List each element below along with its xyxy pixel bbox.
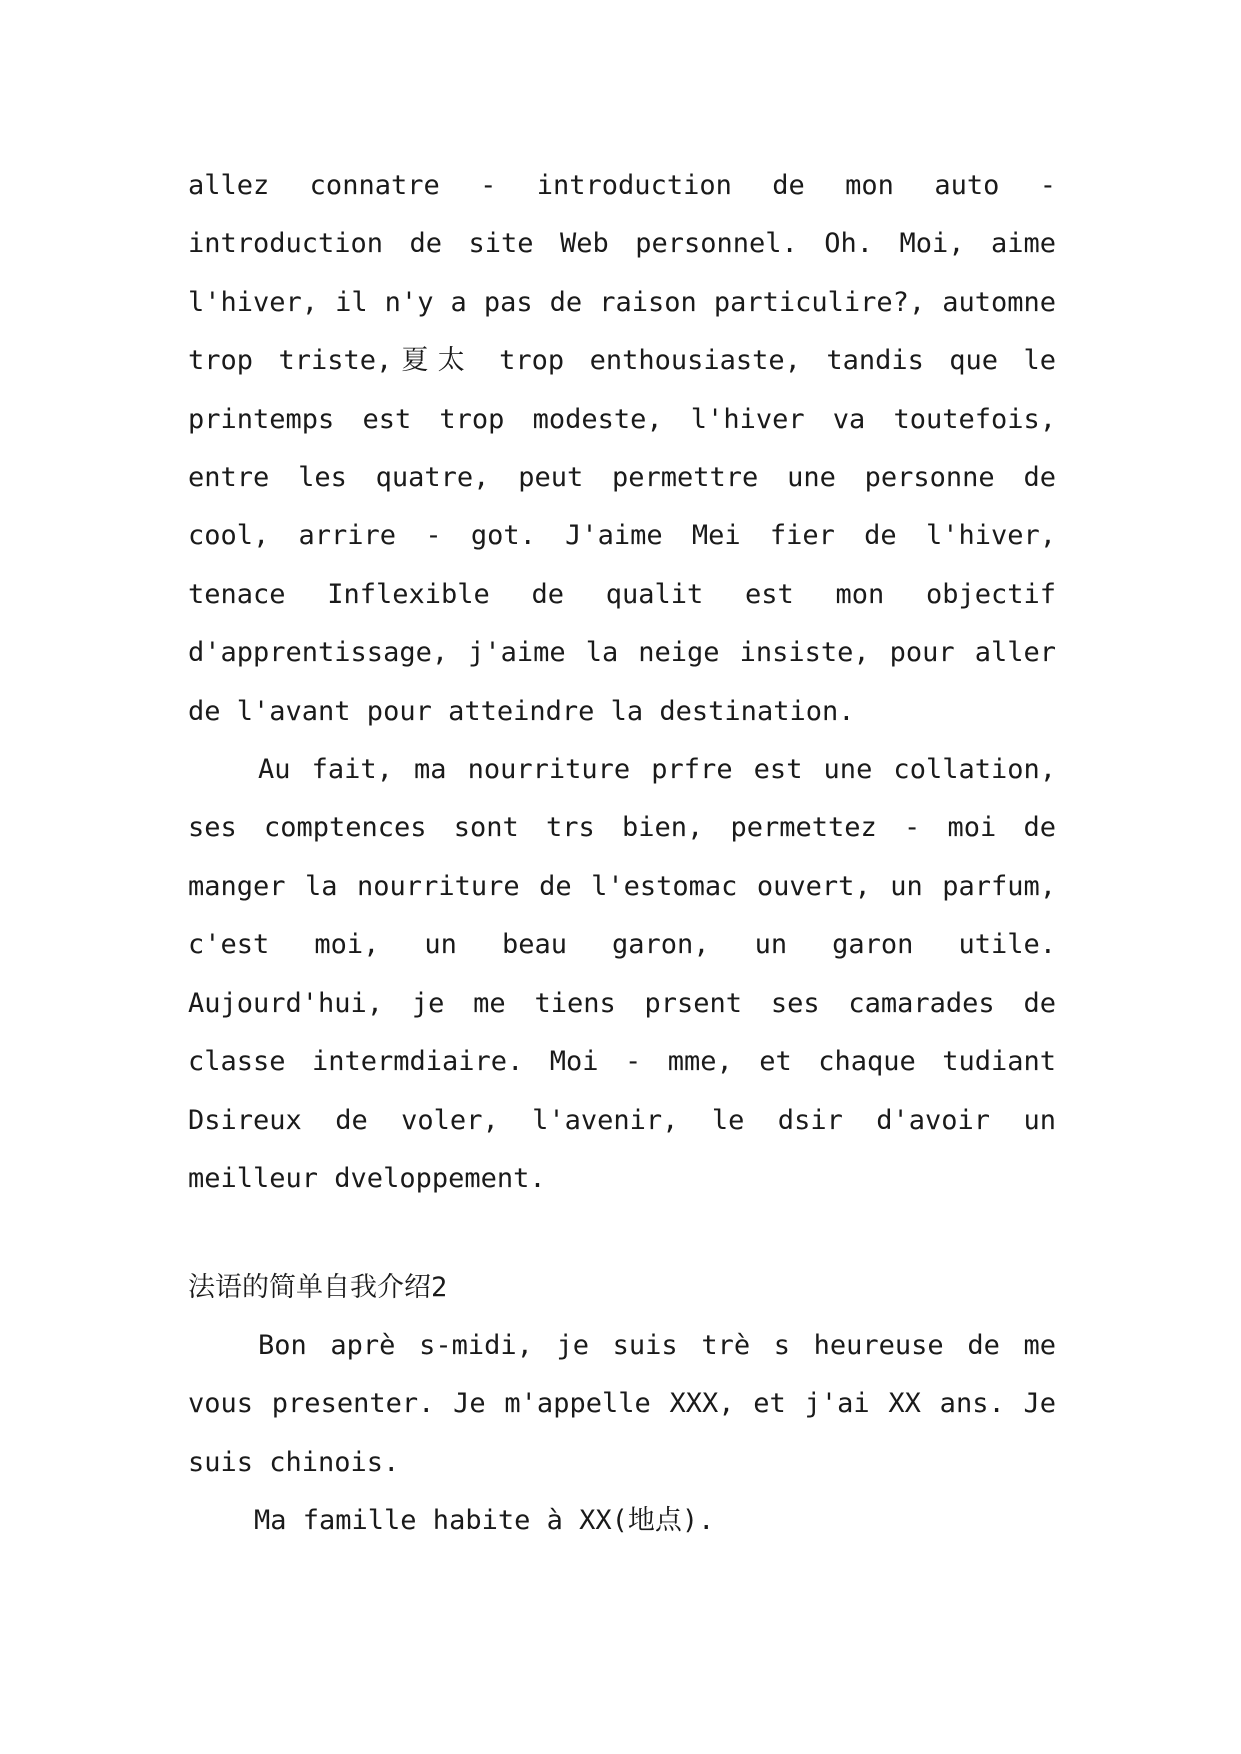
paragraph-family: Ma famille habite à XX(地点). (254, 1505, 715, 1537)
paragraph-winter: allez connatre - introduction de mon auto - introduction de site Web personnel. Oh. Moi, aime l'hiver, il n'y a pas de raison particulire?, automne trop triste,夏太 trop enthousiaste, tandis que le printemps est trop modeste, l'hiver va toutefois, entre les quatre, peut permettre une personne de cool, arrire - got. J'aime Mei fier de l'hiver, tenace Inflexible de qualit est mon objectif d'apprentissage, j'aime la neige insiste, pour aller de l'avant pour atteindre la destination. (188, 170, 1056, 727)
paragraph-greeting: Bon aprè s-midi, je suis trè s heureuse de me vous presenter. Je m'appelle XXX, et j'ai XX ans. Je suis chinois. (188, 1330, 1056, 1478)
paragraph-food: Au fait, ma nourriture prfre est une collation, ses comptences sont trs bien, permettez - moi de manger la nourriture de l'estomac ouvert, un parfum, c'est moi, un beau garon, un garon utile. Aujourd'hui, je me tiens prsent ses camarades de classe intermdiaire. Moi - mme, et chaque tudiant Dsireux de voler, l'avenir, le dsir d'avoir un meilleur dveloppement. (188, 754, 1056, 1194)
section-1-body (188, 157, 1056, 1208)
section-2-body (188, 1317, 1056, 1551)
section-2-heading: 法语的简单自我介绍2 (188, 1272, 448, 1303)
